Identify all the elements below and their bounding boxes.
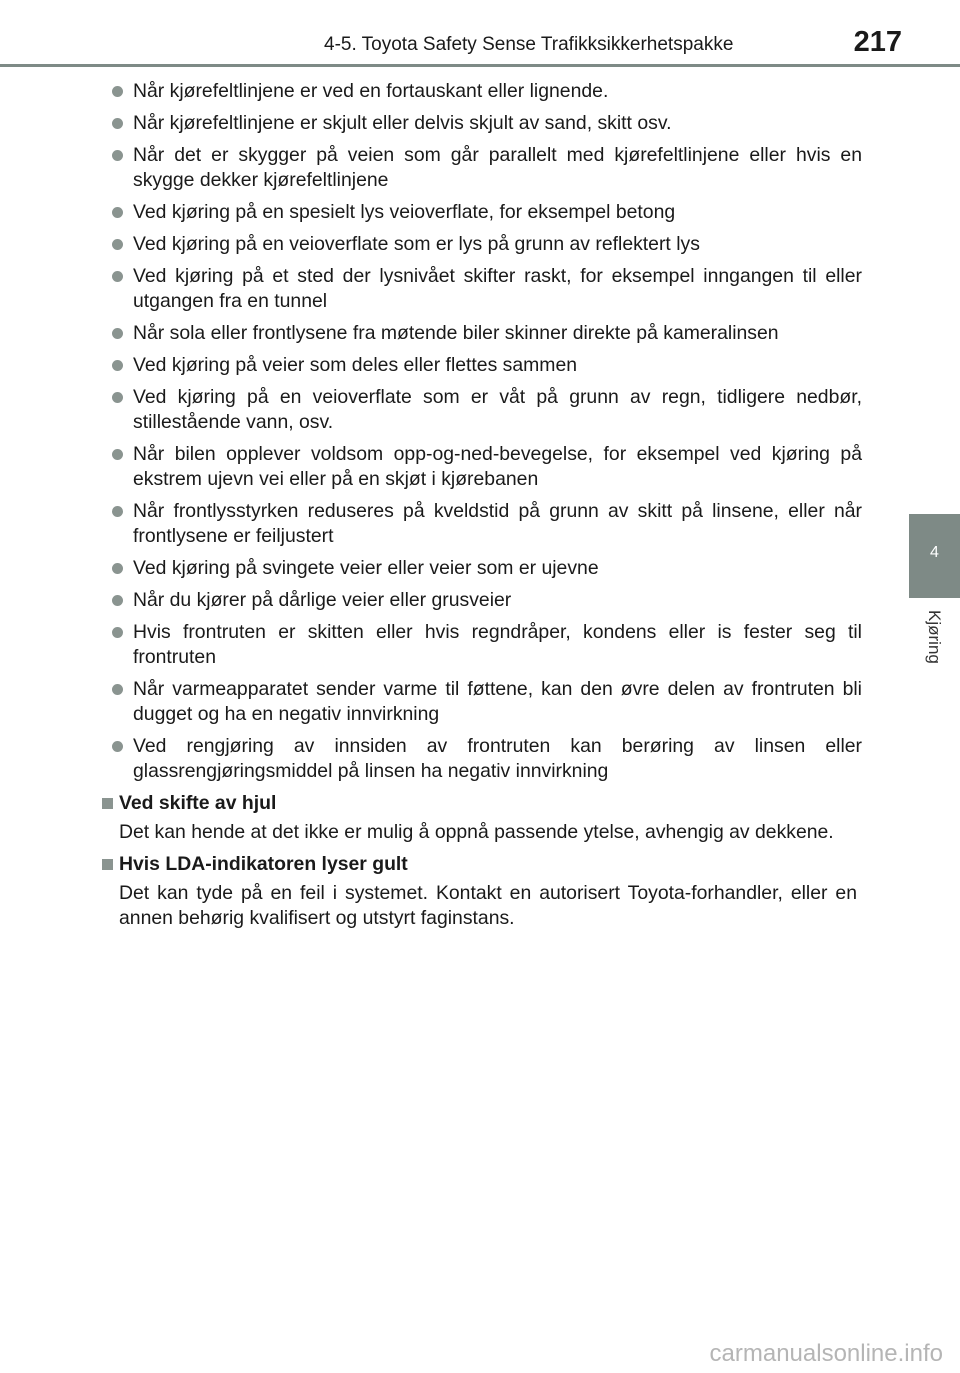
list-item-text: Når varmeapparatet sender varme til føttene, kan den øvre delen av frontruten bli dugget og ha en negativ innvirkning xyxy=(133,678,862,725)
list-item-text: Ved kjøring på en veioverflate som er våt på grunn av regn, tidligere nedbør, stillestående vann, osv. xyxy=(133,386,862,433)
section-tire-change xyxy=(102,791,862,845)
list-item-text: Når det er skygger på veien som går parallelt med kjørefeltlinjene eller hvis en skygge dekker kjørefeltlinjene xyxy=(133,144,862,191)
list-item xyxy=(102,232,862,257)
list-item xyxy=(102,499,862,549)
bullet-icon xyxy=(112,239,123,250)
list-item-text: Ved kjøring på en veioverflate som er lys på grunn av reflektert lys xyxy=(133,233,700,255)
list-item-text: Når du kjører på dårlige veier eller grusveier xyxy=(133,589,512,611)
bullet-icon xyxy=(112,86,123,97)
section-heading-text: Ved skifte av hjul xyxy=(119,792,277,814)
list-item xyxy=(102,321,862,346)
list-item xyxy=(102,353,862,378)
list-item-text: Når kjørefeltlinjene er ved en fortauskant eller lignende. xyxy=(133,80,609,102)
page-number: 217 xyxy=(853,26,902,58)
bullet-icon xyxy=(112,627,123,638)
list-item xyxy=(102,200,862,225)
bullet-icon xyxy=(112,271,123,282)
list-item-text: Når frontlysstyrken reduseres på kveldstid på grunn av skitt på linsene, eller når frontlysene er feiljustert xyxy=(133,500,862,547)
list-item-text: Hvis frontruten er skitten eller hvis regndråper, kondens eller is fester seg til frontruten xyxy=(133,621,862,668)
bullet-icon xyxy=(112,506,123,517)
list-item xyxy=(102,442,862,492)
list-item-text: Ved kjøring på et sted der lysnivået skifter raskt, for eksempel inngangen til eller utgangen fra en tunnel xyxy=(133,265,862,312)
list-item xyxy=(102,111,862,136)
bullet-icon xyxy=(112,118,123,129)
list-item-text: Når sola eller frontlysene fra møtende biler skinner direkte på kameralinsen xyxy=(133,322,779,344)
page-content xyxy=(102,79,862,938)
list-item xyxy=(102,79,862,104)
list-item xyxy=(102,588,862,613)
section-heading xyxy=(102,791,862,816)
square-bullet-icon xyxy=(102,798,113,809)
list-item-text: Når bilen opplever voldsom opp-og-ned-bevegelse, for eksempel ved kjøring på ekstrem ujevn vei eller på en skjøt i kjørebanen xyxy=(133,443,862,490)
list-item-text: Når kjørefeltlinjene er skjult eller delvis skjult av sand, skitt osv. xyxy=(133,112,672,134)
bullet-icon xyxy=(112,207,123,218)
list-item xyxy=(102,556,862,581)
square-bullet-icon xyxy=(102,859,113,870)
list-item xyxy=(102,620,862,670)
bullet-icon xyxy=(112,563,123,574)
list-item-text: Ved kjøring på veier som deles eller flettes sammen xyxy=(133,354,578,376)
bullet-icon xyxy=(112,741,123,752)
chapter-number: 4 xyxy=(930,544,939,561)
watermark: carmanualsonline.info xyxy=(709,1340,943,1367)
section-body: Det kan hende at det ikke er mulig å oppnå passende ytelse, avhengig av dekkene. xyxy=(119,821,834,843)
bullet-icon xyxy=(112,328,123,339)
list-item-text: Ved rengjøring av innsiden av frontruten kan berøring av linsen eller glassrengjøringsmiddel på linsen ha negativ innvirkning xyxy=(133,735,862,782)
list-item xyxy=(102,385,862,435)
bullet-icon xyxy=(112,392,123,403)
list-item-text: Ved kjøring på en spesielt lys veioverflate, for eksempel betong xyxy=(133,201,676,223)
list-item xyxy=(102,734,862,784)
section-body: Det kan tyde på en feil i systemet. Kontakt en autorisert Toyota-forhandler, eller en annen behørig kvalifisert og utstyrt faginstans. xyxy=(119,882,857,929)
header-divider xyxy=(0,64,960,67)
section-heading xyxy=(102,852,862,877)
list-item xyxy=(102,143,862,193)
bullet-icon xyxy=(112,449,123,460)
chapter-tab xyxy=(909,514,960,598)
list-item-text: Ved kjøring på svingete veier eller veier som er ujevne xyxy=(133,557,599,579)
list-item xyxy=(102,264,862,314)
bullet-icon xyxy=(112,360,123,371)
bullet-icon xyxy=(112,150,123,161)
section-heading-text: Hvis LDA-indikatoren lyser gult xyxy=(119,853,408,875)
list-item xyxy=(102,677,862,727)
bullet-icon xyxy=(112,684,123,695)
chapter-label: Kjøring xyxy=(925,610,944,664)
section-title: 4-5. Toyota Safety Sense Trafikksikkerhetspakke xyxy=(324,34,734,55)
section-lda-indicator xyxy=(102,852,862,931)
bullet-icon xyxy=(112,595,123,606)
